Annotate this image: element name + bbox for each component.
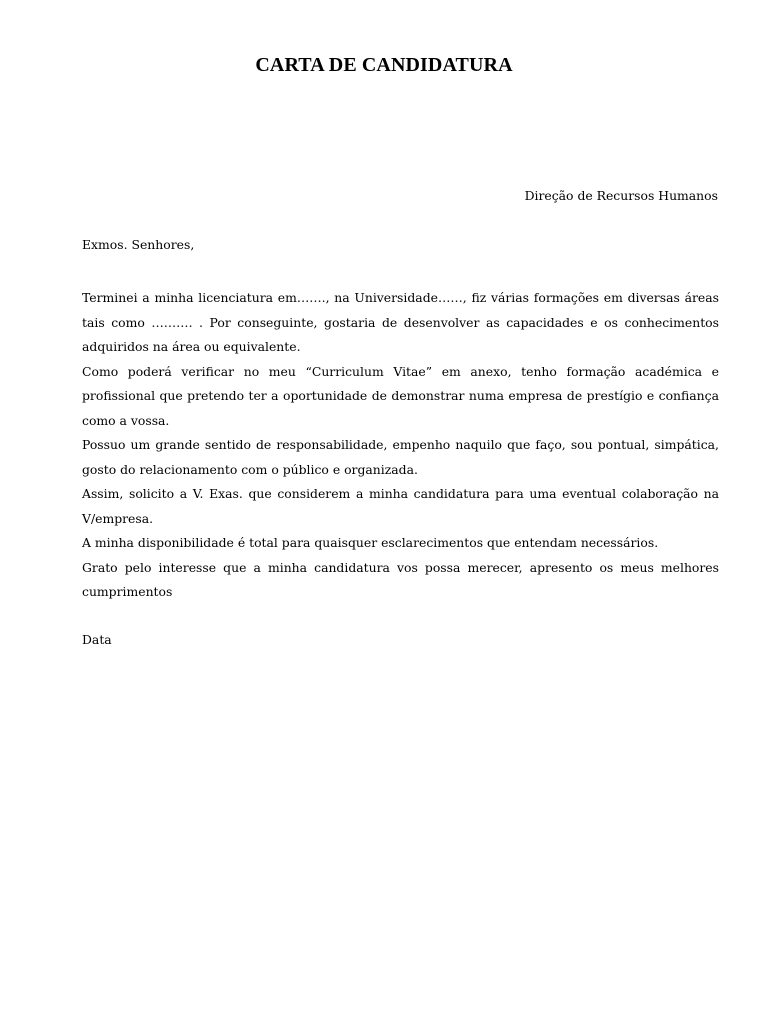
paragraph-availability: A minha disponibilidade é total para quaisquer esclarecimentos que entendam necessários. bbox=[82, 535, 659, 550]
letter-title: CARTA DE CANDIDATURA bbox=[255, 54, 513, 76]
letter-body bbox=[82, 286, 719, 605]
recipient-line: Direção de Recursos Humanos bbox=[524, 188, 718, 203]
paragraph-education: Terminei a minha licenciatura em……., na Universidade……, fiz várias formações em diversas áreas tais como ………. . Por conseguinte, gostaria de desenvolver as capacidades e os conhecimentos adquiridos na área ou equivalente. bbox=[82, 290, 719, 354]
date-label: Data bbox=[82, 632, 112, 647]
salutation: Exmos. Senhores, bbox=[82, 237, 195, 252]
paragraph-qualities: Possuo um grande sentido de responsabilidade, empenho naquilo que faço, sou pontual, simpática, gosto do relacionamento com o público e organizada. bbox=[82, 437, 719, 477]
paragraph-curriculum: Como poderá verificar no meu “Curriculum Vitae” em anexo, tenho formação académica e profissional que pretendo ter a oportunidade de demonstrar numa empresa de prestígio e confiança como a vossa. bbox=[82, 363, 719, 428]
paragraph-request: Assim, solicito a V. Exas. que considerem a minha candidatura para uma eventual colaboração na V/empresa. bbox=[82, 486, 719, 526]
paragraph-closing: Grato pelo interesse que a minha candidatura vos possa merecer, apresento os meus melhores cumprimentos bbox=[82, 559, 719, 599]
